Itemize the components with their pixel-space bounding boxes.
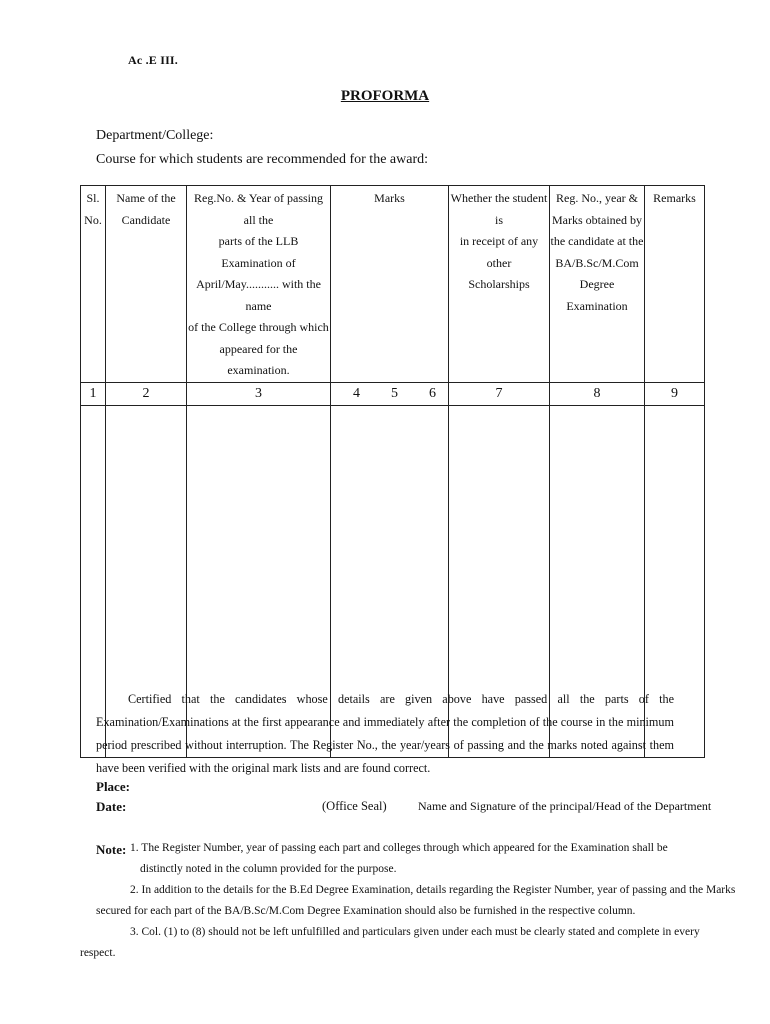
signature-label: Name and Signature of the principal/Head of the Department — [418, 799, 712, 813]
proforma-table — [80, 185, 705, 758]
col-number: 8 — [550, 382, 645, 405]
col-number: 4 — [353, 385, 360, 401]
note-1-continued: distinctly noted in the column provided for the purpose. — [140, 863, 397, 875]
col-header-marks — [331, 186, 449, 383]
certificate-body: Certified that the candidates whose details are given above have passed all the parts of the Examination/Examinations at the first appearance and immediately after the completion of the course in the minimum period prescribed without interruption. The Register No., the year/years of passing and the marks noted against them have been verified with the original mark lists and are found correct. — [96, 692, 674, 775]
header-row — [81, 186, 705, 383]
page-title — [0, 88, 770, 105]
col-number: 6 — [429, 385, 436, 401]
header-text: Name of the Candidate — [116, 191, 176, 227]
header-text: Whether the student is in receipt of any other Scholarships — [450, 191, 548, 291]
note-label: Note: — [96, 842, 127, 857]
note-3-continued: respect. — [80, 947, 116, 959]
note-2: 2. In addition to the details for the B.Ed Degree Examination, details regarding the Register Number, year of passing and the Marks — [130, 884, 736, 896]
place-label: Place: — [96, 779, 130, 794]
note-2-continued: secured for each part of the BA/B.Sc/M.Com Degree Examination should also be furnished in the respective column. — [96, 905, 636, 917]
header-text: Marks — [374, 191, 405, 205]
col-header-reg-no — [187, 186, 331, 383]
col-number: 9 — [645, 382, 705, 405]
note-3: 3. Col. (1) to (8) should not be left unfulfilled and particulars given under each must be clearly stated and complete in every — [130, 926, 700, 938]
department-label: Department/College: — [96, 128, 214, 143]
header-text: Remarks — [653, 191, 696, 205]
col-number: 3 — [187, 382, 331, 405]
course-label: Course for which students are recommended for the award: — [96, 152, 428, 167]
col-header-sl-no — [81, 186, 106, 383]
col-header-name — [106, 186, 187, 383]
marks-col-numbers — [331, 382, 449, 405]
header-text: Sl. No. — [84, 191, 102, 227]
col-number: 1 — [81, 382, 106, 405]
col-header-scholarships — [449, 186, 550, 383]
header-text: Reg.No. & Year of passing all the parts of the LLB Examination of April/May........... with the name of the College through which appeared for the examination. — [188, 191, 329, 377]
header-text: Reg. No., year & Marks obtained by the candidate at the BA/B.Sc/M.Com Degree Examination — [550, 191, 644, 313]
note-1: 1. The Register Number, year of passing each part and colleges through which appeared for the Examination shall be — [130, 842, 668, 854]
reference-code: Ac .E III. — [128, 53, 179, 67]
column-number-row — [81, 382, 705, 405]
col-number: 7 — [449, 382, 550, 405]
date-label: Date: — [96, 799, 127, 814]
col-number: 2 — [106, 382, 187, 405]
col-header-remarks — [645, 186, 705, 383]
office-seal-label: (Office Seal) — [322, 799, 387, 813]
title-text: PROFORMA — [340, 88, 430, 104]
certificate-text — [96, 688, 674, 780]
col-header-degree-exam — [550, 186, 645, 383]
col-number: 5 — [391, 385, 398, 401]
